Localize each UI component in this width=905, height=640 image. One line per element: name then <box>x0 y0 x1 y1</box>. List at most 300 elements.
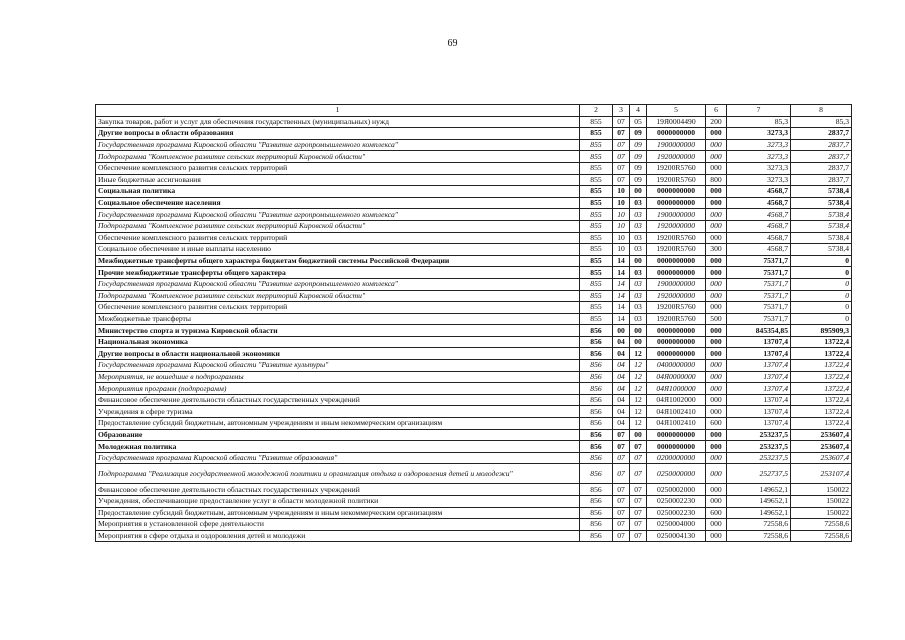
budget-table <box>95 104 852 542</box>
amount-year-2-cell: 13722,4 <box>791 394 852 406</box>
target-article-cell: 0000000000 <box>647 186 706 198</box>
amount-year-1-cell: 75371,7 <box>727 255 791 267</box>
row-name-cell: Государственная программа Кировской области "Развитие образования" <box>96 452 580 464</box>
target-article-cell: 19200R5760 <box>647 313 706 325</box>
subsection-code-cell: 00 <box>630 325 647 337</box>
row-name-cell: Мероприятия, не вошедшие в подпрограммы <box>96 371 580 383</box>
section-code-cell: 07 <box>613 151 630 163</box>
table-row <box>96 255 852 267</box>
target-article-cell: 1920000000 <box>647 220 706 232</box>
expense-type-cell: 000 <box>706 336 727 348</box>
ministry-code-cell: 856 <box>580 496 613 508</box>
subsection-code-cell: 09 <box>630 151 647 163</box>
section-code-cell: 07 <box>613 128 630 140</box>
subsection-code-cell: 12 <box>630 360 647 372</box>
ministry-code-cell: 856 <box>580 336 613 348</box>
amount-year-2-cell: 150022 <box>791 507 852 519</box>
subsection-code-cell: 12 <box>630 348 647 360</box>
amount-year-2-cell: 253607,4 <box>791 441 852 453</box>
amount-year-1-cell: 13707,4 <box>727 406 791 418</box>
row-name-cell: Учреждения, обеспечивающие предоставление услуг в области молодежной политики <box>96 496 580 508</box>
expense-type-cell: 000 <box>706 484 727 496</box>
target-article-cell: 0400000000 <box>647 360 706 372</box>
row-name-cell: Социальная политика <box>96 186 580 198</box>
amount-year-1-cell: 149652,1 <box>727 507 791 519</box>
subsection-code-cell: 03 <box>630 313 647 325</box>
section-code-cell: 10 <box>613 220 630 232</box>
row-name-cell: Социальное обеспечение и иные выплаты населению <box>96 244 580 256</box>
table-row <box>96 530 852 542</box>
table-row <box>96 174 852 186</box>
amount-year-2-cell: 5738,4 <box>791 186 852 198</box>
amount-year-2-cell: 253607,4 <box>791 452 852 464</box>
ministry-code-cell: 856 <box>580 325 613 337</box>
row-name-cell: Подпрограмма "Комплексное развитие сельских территорий Кировской области" <box>96 220 580 232</box>
expense-type-cell: 000 <box>706 267 727 279</box>
row-name-cell: Предоставление субсидий бюджетным, автономным учреждениям и иным некоммерческим организациям <box>96 418 580 430</box>
table-header-row <box>96 105 852 117</box>
expense-type-cell: 000 <box>706 302 727 314</box>
table-row <box>96 360 852 372</box>
section-code-cell: 07 <box>613 162 630 174</box>
target-article-cell: 1920000000 <box>647 151 706 163</box>
target-article-cell: 19200R5760 <box>647 302 706 314</box>
row-name-cell: Государственная программа Кировской области "Развитие агропромышленного комплекса" <box>96 139 580 151</box>
ministry-code-cell: 855 <box>580 220 613 232</box>
amount-year-2-cell: 13722,4 <box>791 360 852 372</box>
amount-year-1-cell: 75371,7 <box>727 313 791 325</box>
section-code-cell: 04 <box>613 371 630 383</box>
expense-type-cell: 000 <box>706 139 727 151</box>
target-article-cell: 0250004130 <box>647 530 706 542</box>
target-article-cell: 1900000000 <box>647 209 706 221</box>
amount-year-1-cell: 3273,3 <box>727 174 791 186</box>
section-code-cell: 04 <box>613 336 630 348</box>
row-name-cell: Образование <box>96 429 580 441</box>
subsection-code-cell: 03 <box>630 220 647 232</box>
ministry-code-cell: 855 <box>580 313 613 325</box>
amount-year-2-cell: 2837,7 <box>791 151 852 163</box>
amount-year-2-cell: 0 <box>791 255 852 267</box>
amount-year-1-cell: 3273,3 <box>727 139 791 151</box>
table-row <box>96 232 852 244</box>
amount-year-1-cell: 3273,3 <box>727 151 791 163</box>
expense-type-cell: 200 <box>706 116 727 128</box>
section-code-cell: 04 <box>613 348 630 360</box>
table-row <box>96 267 852 279</box>
amount-year-2-cell: 5738,4 <box>791 197 852 209</box>
target-article-cell: 1900000000 <box>647 139 706 151</box>
ministry-code-cell: 855 <box>580 186 613 198</box>
column-header: 1 <box>96 105 580 117</box>
row-name-cell: Мероприятия программ (подпрограмм) <box>96 383 580 395</box>
target-article-cell: 0000000000 <box>647 429 706 441</box>
subsection-code-cell: 07 <box>630 519 647 531</box>
row-name-cell: Национальная экономика <box>96 336 580 348</box>
subsection-code-cell: 07 <box>630 530 647 542</box>
amount-year-2-cell: 13722,4 <box>791 406 852 418</box>
subsection-code-cell: 03 <box>630 197 647 209</box>
row-name-cell: Предоставление субсидий бюджетным, автономным учреждениям и иным некоммерческим организациям <box>96 507 580 519</box>
amount-year-2-cell: 0 <box>791 290 852 302</box>
target-article-cell: 04Я1002000 <box>647 394 706 406</box>
amount-year-2-cell: 13722,4 <box>791 348 852 360</box>
ministry-code-cell: 855 <box>580 244 613 256</box>
section-code-cell: 14 <box>613 255 630 267</box>
table-row <box>96 128 852 140</box>
subsection-code-cell: 09 <box>630 128 647 140</box>
subsection-code-cell: 00 <box>630 336 647 348</box>
target-article-cell: 0000000000 <box>647 336 706 348</box>
subsection-code-cell: 09 <box>630 162 647 174</box>
expense-type-cell: 000 <box>706 383 727 395</box>
table-row <box>96 197 852 209</box>
target-article-cell: 0250002230 <box>647 507 706 519</box>
section-code-cell: 00 <box>613 325 630 337</box>
subsection-code-cell: 07 <box>630 441 647 453</box>
target-article-cell: 19200R5760 <box>647 244 706 256</box>
ministry-code-cell: 856 <box>580 530 613 542</box>
target-article-cell: 04Я1002410 <box>647 406 706 418</box>
section-code-cell: 07 <box>613 496 630 508</box>
row-name-cell: Обеспечение комплексного развития сельских территорий <box>96 232 580 244</box>
expense-type-cell: 000 <box>706 128 727 140</box>
ministry-code-cell: 855 <box>580 290 613 302</box>
amount-year-1-cell: 75371,7 <box>727 290 791 302</box>
amount-year-2-cell: 5738,4 <box>791 209 852 221</box>
ministry-code-cell: 856 <box>580 484 613 496</box>
table-row <box>96 325 852 337</box>
subsection-code-cell: 05 <box>630 116 647 128</box>
table-row <box>96 139 852 151</box>
row-name-cell: Подпрограмма "Реализация государственной молодежной политики и организация отдыха и оздоровления детей и молодежи" <box>96 464 580 484</box>
ministry-code-cell: 856 <box>580 507 613 519</box>
amount-year-1-cell: 3273,3 <box>727 128 791 140</box>
column-header: 3 <box>613 105 630 117</box>
section-code-cell: 14 <box>613 302 630 314</box>
expense-type-cell: 000 <box>706 441 727 453</box>
ministry-code-cell: 855 <box>580 278 613 290</box>
amount-year-1-cell: 3273,3 <box>727 162 791 174</box>
amount-year-2-cell: 2837,7 <box>791 128 852 140</box>
section-code-cell: 07 <box>613 174 630 186</box>
ministry-code-cell: 855 <box>580 162 613 174</box>
target-article-cell: 0250002230 <box>647 496 706 508</box>
ministry-code-cell: 856 <box>580 394 613 406</box>
subsection-code-cell: 12 <box>630 383 647 395</box>
amount-year-2-cell: 0 <box>791 278 852 290</box>
row-name-cell: Социальное обеспечение населения <box>96 197 580 209</box>
expense-type-cell: 000 <box>706 232 727 244</box>
amount-year-2-cell: 253607,4 <box>791 429 852 441</box>
subsection-code-cell: 00 <box>630 186 647 198</box>
amount-year-1-cell: 13707,4 <box>727 383 791 395</box>
target-article-cell: 0000000000 <box>647 128 706 140</box>
amount-year-1-cell: 845354,85 <box>727 325 791 337</box>
ministry-code-cell: 855 <box>580 174 613 186</box>
section-code-cell: 07 <box>613 530 630 542</box>
row-name-cell: Государственная программа Кировской области "Развитие агропромышленного комплекса" <box>96 209 580 221</box>
expense-type-cell: 600 <box>706 418 727 430</box>
row-name-cell: Подпрограмма "Комплексное развитие сельских территорий Кировской области" <box>96 290 580 302</box>
amount-year-1-cell: 252737,5 <box>727 464 791 484</box>
expense-type-cell: 000 <box>706 360 727 372</box>
amount-year-1-cell: 72558,6 <box>727 530 791 542</box>
expense-type-cell: 500 <box>706 313 727 325</box>
ministry-code-cell: 856 <box>580 348 613 360</box>
ministry-code-cell: 855 <box>580 209 613 221</box>
amount-year-2-cell: 0 <box>791 313 852 325</box>
section-code-cell: 10 <box>613 244 630 256</box>
amount-year-1-cell: 85,3 <box>727 116 791 128</box>
amount-year-2-cell: 5738,4 <box>791 244 852 256</box>
row-name-cell: Государственная программа Кировской области "Развитие агропромышленного комплекса" <box>96 278 580 290</box>
table-row <box>96 244 852 256</box>
amount-year-1-cell: 72558,6 <box>727 519 791 531</box>
ministry-code-cell: 855 <box>580 255 613 267</box>
amount-year-1-cell: 4568,7 <box>727 186 791 198</box>
amount-year-1-cell: 75371,7 <box>727 267 791 279</box>
column-header: 8 <box>791 105 852 117</box>
amount-year-2-cell: 150022 <box>791 496 852 508</box>
target-article-cell: 04Я0000000 <box>647 371 706 383</box>
ministry-code-cell: 856 <box>580 360 613 372</box>
amount-year-1-cell: 13707,4 <box>727 371 791 383</box>
section-code-cell: 07 <box>613 519 630 531</box>
section-code-cell: 14 <box>613 278 630 290</box>
ministry-code-cell: 856 <box>580 383 613 395</box>
target-article-cell: 19200R5760 <box>647 162 706 174</box>
subsection-code-cell: 07 <box>630 484 647 496</box>
row-name-cell: Межбюджетные трансферты общего характера бюджетам бюджетной системы Российской Федерации <box>96 255 580 267</box>
ministry-code-cell: 856 <box>580 452 613 464</box>
amount-year-2-cell: 13722,4 <box>791 418 852 430</box>
row-name-cell: Другие вопросы в области образования <box>96 128 580 140</box>
column-header: 6 <box>706 105 727 117</box>
amount-year-1-cell: 253237,5 <box>727 441 791 453</box>
table-row <box>96 429 852 441</box>
amount-year-1-cell: 4568,7 <box>727 244 791 256</box>
expense-type-cell: 000 <box>706 371 727 383</box>
section-code-cell: 04 <box>613 383 630 395</box>
ministry-code-cell: 856 <box>580 464 613 484</box>
table-row <box>96 464 852 484</box>
amount-year-2-cell: 0 <box>791 302 852 314</box>
amount-year-1-cell: 149652,1 <box>727 496 791 508</box>
table-row <box>96 348 852 360</box>
table-row <box>96 507 852 519</box>
section-code-cell: 10 <box>613 186 630 198</box>
subsection-code-cell: 03 <box>630 244 647 256</box>
expense-type-cell: 000 <box>706 452 727 464</box>
expense-type-cell: 000 <box>706 255 727 267</box>
expense-type-cell: 000 <box>706 394 727 406</box>
row-name-cell: Финансовое обеспечение деятельности областных государственных учреждений <box>96 484 580 496</box>
section-code-cell: 10 <box>613 197 630 209</box>
expense-type-cell: 000 <box>706 406 727 418</box>
expense-type-cell: 000 <box>706 290 727 302</box>
target-article-cell: 0000000000 <box>647 255 706 267</box>
row-name-cell: Молодежная политика <box>96 441 580 453</box>
section-code-cell: 10 <box>613 232 630 244</box>
target-article-cell: 0200000000 <box>647 452 706 464</box>
section-code-cell: 07 <box>613 116 630 128</box>
subsection-code-cell: 03 <box>630 209 647 221</box>
subsection-code-cell: 00 <box>630 255 647 267</box>
table-row <box>96 151 852 163</box>
table-row <box>96 452 852 464</box>
table-row <box>96 186 852 198</box>
expense-type-cell: 000 <box>706 151 727 163</box>
subsection-code-cell: 03 <box>630 232 647 244</box>
amount-year-2-cell: 150022 <box>791 484 852 496</box>
amount-year-2-cell: 2837,7 <box>791 162 852 174</box>
amount-year-2-cell: 0 <box>791 267 852 279</box>
target-article-cell: 0000000000 <box>647 348 706 360</box>
amount-year-1-cell: 75371,7 <box>727 278 791 290</box>
amount-year-2-cell: 72558,6 <box>791 530 852 542</box>
target-article-cell: 19Я0004490 <box>647 116 706 128</box>
amount-year-2-cell: 2837,7 <box>791 139 852 151</box>
subsection-code-cell: 07 <box>630 464 647 484</box>
row-name-cell: Мероприятия в установленной сфере деятельности <box>96 519 580 531</box>
section-code-cell: 04 <box>613 394 630 406</box>
target-article-cell: 0000000000 <box>647 441 706 453</box>
table-row <box>96 290 852 302</box>
ministry-code-cell: 855 <box>580 139 613 151</box>
amount-year-1-cell: 4568,7 <box>727 197 791 209</box>
ministry-code-cell: 856 <box>580 418 613 430</box>
row-name-cell: Обеспечение комплексного развития сельских территорий <box>96 162 580 174</box>
subsection-code-cell: 03 <box>630 278 647 290</box>
section-code-cell: 14 <box>613 290 630 302</box>
subsection-code-cell: 03 <box>630 302 647 314</box>
ministry-code-cell: 855 <box>580 128 613 140</box>
section-code-cell: 07 <box>613 464 630 484</box>
amount-year-2-cell: 895909,3 <box>791 325 852 337</box>
expense-type-cell: 000 <box>706 220 727 232</box>
target-article-cell: 0250002000 <box>647 484 706 496</box>
expense-type-cell: 000 <box>706 278 727 290</box>
subsection-code-cell: 07 <box>630 452 647 464</box>
row-name-cell: Иные бюджетные ассигнования <box>96 174 580 186</box>
section-code-cell: 04 <box>613 406 630 418</box>
amount-year-2-cell: 5738,4 <box>791 220 852 232</box>
ministry-code-cell: 855 <box>580 302 613 314</box>
expense-type-cell: 000 <box>706 186 727 198</box>
target-article-cell: 04Я1000000 <box>647 383 706 395</box>
section-code-cell: 10 <box>613 209 630 221</box>
column-header: 7 <box>727 105 791 117</box>
table-row <box>96 220 852 232</box>
target-article-cell: 19200R5760 <box>647 232 706 244</box>
ministry-code-cell: 856 <box>580 519 613 531</box>
table-row <box>96 496 852 508</box>
table-row <box>96 313 852 325</box>
table-row <box>96 406 852 418</box>
subsection-code-cell: 03 <box>630 267 647 279</box>
expense-type-cell: 800 <box>706 174 727 186</box>
expense-type-cell: 000 <box>706 209 727 221</box>
section-code-cell: 07 <box>613 441 630 453</box>
table-row <box>96 519 852 531</box>
row-name-cell: Финансовое обеспечение деятельности областных государственных учреждений <box>96 394 580 406</box>
section-code-cell: 07 <box>613 452 630 464</box>
amount-year-1-cell: 13707,4 <box>727 360 791 372</box>
target-article-cell: 0000000000 <box>647 325 706 337</box>
amount-year-2-cell: 13722,4 <box>791 383 852 395</box>
table-row <box>96 116 852 128</box>
amount-year-2-cell: 85,3 <box>791 116 852 128</box>
amount-year-2-cell: 2837,7 <box>791 174 852 186</box>
row-name-cell: Закупка товаров, работ и услуг для обеспечения государственных (муниципальных) нужд <box>96 116 580 128</box>
target-article-cell: 0000000000 <box>647 197 706 209</box>
amount-year-2-cell: 13722,4 <box>791 336 852 348</box>
expense-type-cell: 600 <box>706 507 727 519</box>
subsection-code-cell: 12 <box>630 371 647 383</box>
section-code-cell: 07 <box>613 429 630 441</box>
table-row <box>96 418 852 430</box>
row-name-cell: Подпрограмма "Комплексное развитие сельских территорий Кировской области" <box>96 151 580 163</box>
ministry-code-cell: 855 <box>580 151 613 163</box>
ministry-code-cell: 855 <box>580 116 613 128</box>
ministry-code-cell: 855 <box>580 197 613 209</box>
target-article-cell: 0250004000 <box>647 519 706 531</box>
amount-year-1-cell: 149652,1 <box>727 484 791 496</box>
row-name-cell: Учреждения в сфере туризма <box>96 406 580 418</box>
amount-year-1-cell: 253237,5 <box>727 452 791 464</box>
amount-year-2-cell: 13722,4 <box>791 371 852 383</box>
amount-year-1-cell: 4568,7 <box>727 232 791 244</box>
ministry-code-cell: 856 <box>580 441 613 453</box>
subsection-code-cell: 03 <box>630 290 647 302</box>
target-article-cell: 0250000000 <box>647 464 706 484</box>
expense-type-cell: 000 <box>706 429 727 441</box>
table-row <box>96 371 852 383</box>
ministry-code-cell: 855 <box>580 232 613 244</box>
subsection-code-cell: 09 <box>630 139 647 151</box>
subsection-code-cell: 12 <box>630 406 647 418</box>
amount-year-1-cell: 13707,4 <box>727 418 791 430</box>
section-code-cell: 04 <box>613 360 630 372</box>
expense-type-cell: 000 <box>706 519 727 531</box>
section-code-cell: 07 <box>613 484 630 496</box>
page-number: 69 <box>447 38 458 49</box>
expense-type-cell: 000 <box>706 197 727 209</box>
column-header: 2 <box>580 105 613 117</box>
section-code-cell: 14 <box>613 313 630 325</box>
amount-year-2-cell: 5738,4 <box>791 232 852 244</box>
row-name-cell: Прочие межбюджетные трансферты общего характера <box>96 267 580 279</box>
section-code-cell: 07 <box>613 139 630 151</box>
expense-type-cell: 000 <box>706 162 727 174</box>
row-name-cell: Государственная программа Кировской области "Развитие культуры" <box>96 360 580 372</box>
ministry-code-cell: 855 <box>580 267 613 279</box>
expense-type-cell: 000 <box>706 348 727 360</box>
row-name-cell: Мероприятия в сфере отдыха и оздоровления детей и молодежи <box>96 530 580 542</box>
column-header: 4 <box>630 105 647 117</box>
target-article-cell: 0000000000 <box>647 267 706 279</box>
target-article-cell: 04Я1002410 <box>647 418 706 430</box>
target-article-cell: 19200R5760 <box>647 174 706 186</box>
amount-year-1-cell: 4568,7 <box>727 220 791 232</box>
table-row <box>96 484 852 496</box>
subsection-code-cell: 00 <box>630 429 647 441</box>
section-code-cell: 07 <box>613 507 630 519</box>
section-code-cell: 04 <box>613 418 630 430</box>
table-row <box>96 278 852 290</box>
table-row <box>96 162 852 174</box>
